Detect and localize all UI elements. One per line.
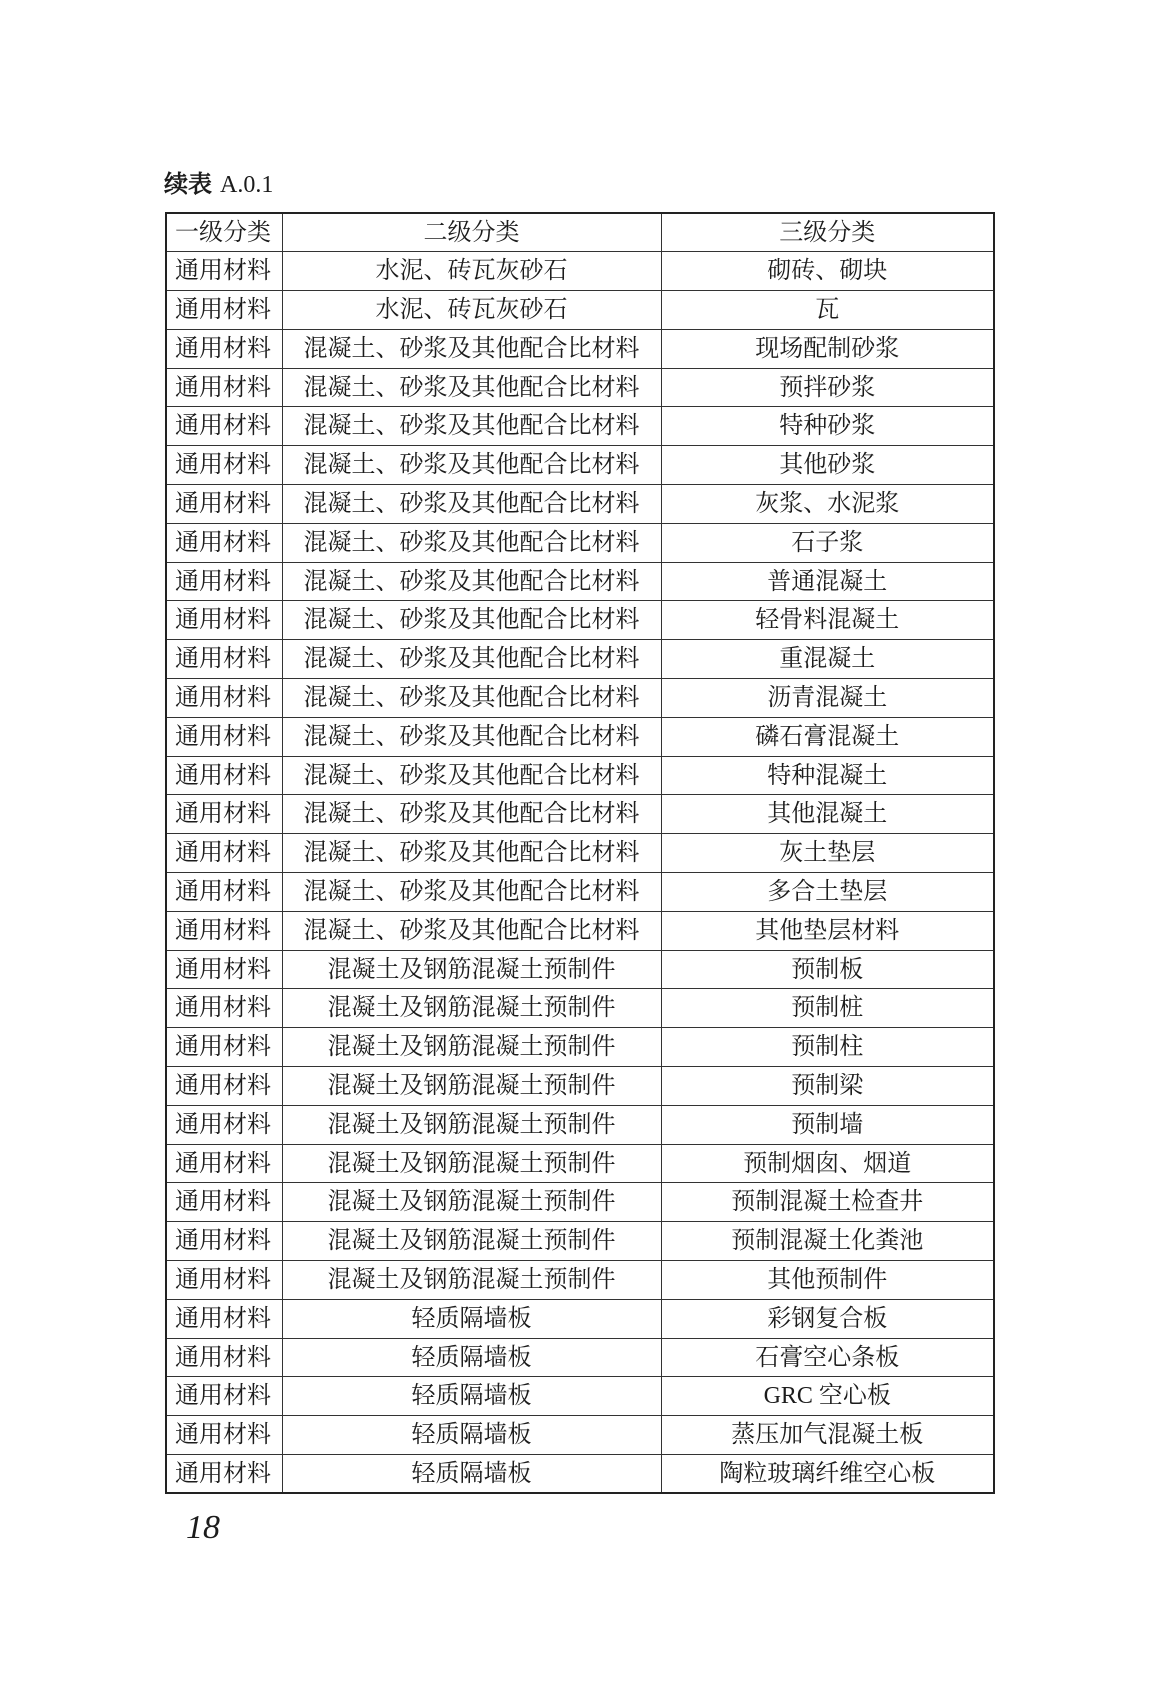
table-row bbox=[166, 1455, 994, 1494]
cell-primary-category: 通用材料 bbox=[166, 1222, 282, 1261]
cell-secondary-category: 混凝土、砂浆及其他配合比材料 bbox=[282, 368, 661, 407]
table-row bbox=[166, 1338, 994, 1377]
table-row bbox=[166, 252, 994, 291]
cell-tertiary-category: 瓦 bbox=[661, 291, 994, 330]
classification-table bbox=[165, 212, 995, 1494]
table-row bbox=[166, 640, 994, 679]
cell-tertiary-category: 预制混凝土化粪池 bbox=[661, 1222, 994, 1261]
cell-tertiary-category: 现场配制砂浆 bbox=[661, 329, 994, 368]
table-row bbox=[166, 291, 994, 330]
table-header-row bbox=[166, 213, 994, 252]
table-row bbox=[166, 368, 994, 407]
cell-primary-category: 通用材料 bbox=[166, 950, 282, 989]
cell-secondary-category: 混凝土、砂浆及其他配合比材料 bbox=[282, 717, 661, 756]
cell-primary-category: 通用材料 bbox=[166, 1105, 282, 1144]
cell-tertiary-category: 灰浆、水泥浆 bbox=[661, 485, 994, 524]
table-row bbox=[166, 1416, 994, 1455]
table-caption bbox=[164, 168, 273, 201]
table-row bbox=[166, 1299, 994, 1338]
cell-primary-category: 通用材料 bbox=[166, 485, 282, 524]
cell-secondary-category: 混凝土、砂浆及其他配合比材料 bbox=[282, 679, 661, 718]
table-caption-label: 续表 bbox=[164, 170, 212, 198]
cell-tertiary-category: 蒸压加气混凝土板 bbox=[661, 1416, 994, 1455]
cell-tertiary-category: 预制墙 bbox=[661, 1105, 994, 1144]
cell-secondary-category: 混凝土、砂浆及其他配合比材料 bbox=[282, 795, 661, 834]
cell-primary-category: 通用材料 bbox=[166, 1416, 282, 1455]
cell-tertiary-category: 多合土垫层 bbox=[661, 873, 994, 912]
cell-tertiary-category: 轻骨料混凝土 bbox=[661, 601, 994, 640]
cell-primary-category: 通用材料 bbox=[166, 562, 282, 601]
cell-secondary-category: 混凝土、砂浆及其他配合比材料 bbox=[282, 562, 661, 601]
cell-primary-category: 通用材料 bbox=[166, 1261, 282, 1300]
cell-primary-category: 通用材料 bbox=[166, 756, 282, 795]
table-row bbox=[166, 679, 994, 718]
cell-secondary-category: 轻质隔墙板 bbox=[282, 1338, 661, 1377]
table-row bbox=[166, 485, 994, 524]
cell-primary-category: 通用材料 bbox=[166, 368, 282, 407]
cell-primary-category: 通用材料 bbox=[166, 1299, 282, 1338]
header-primary-category: 一级分类 bbox=[166, 213, 282, 252]
cell-primary-category: 通用材料 bbox=[166, 1028, 282, 1067]
cell-secondary-category: 水泥、砖瓦灰砂石 bbox=[282, 291, 661, 330]
table-row bbox=[166, 1028, 994, 1067]
table-row bbox=[166, 1261, 994, 1300]
cell-secondary-category: 混凝土、砂浆及其他配合比材料 bbox=[282, 407, 661, 446]
cell-secondary-category: 轻质隔墙板 bbox=[282, 1455, 661, 1494]
cell-secondary-category: 轻质隔墙板 bbox=[282, 1299, 661, 1338]
cell-tertiary-category: 其他预制件 bbox=[661, 1261, 994, 1300]
cell-tertiary-category: 预制桩 bbox=[661, 989, 994, 1028]
cell-secondary-category: 混凝土、砂浆及其他配合比材料 bbox=[282, 485, 661, 524]
cell-primary-category: 通用材料 bbox=[166, 252, 282, 291]
cell-tertiary-category: 沥青混凝土 bbox=[661, 679, 994, 718]
cell-primary-category: 通用材料 bbox=[166, 795, 282, 834]
table-row bbox=[166, 950, 994, 989]
table-row bbox=[166, 1222, 994, 1261]
cell-tertiary-category: 预制梁 bbox=[661, 1067, 994, 1106]
cell-tertiary-category: 彩钢复合板 bbox=[661, 1299, 994, 1338]
table-row bbox=[166, 1105, 994, 1144]
cell-secondary-category: 混凝土及钢筋混凝土预制件 bbox=[282, 1028, 661, 1067]
table-row bbox=[166, 523, 994, 562]
cell-secondary-category: 混凝土、砂浆及其他配合比材料 bbox=[282, 446, 661, 485]
cell-primary-category: 通用材料 bbox=[166, 601, 282, 640]
cell-secondary-category: 混凝土及钢筋混凝土预制件 bbox=[282, 1105, 661, 1144]
cell-secondary-category: 混凝土及钢筋混凝土预制件 bbox=[282, 1067, 661, 1106]
cell-tertiary-category: 预制柱 bbox=[661, 1028, 994, 1067]
cell-secondary-category: 混凝土、砂浆及其他配合比材料 bbox=[282, 756, 661, 795]
cell-tertiary-category: 灰土垫层 bbox=[661, 834, 994, 873]
table-row bbox=[166, 717, 994, 756]
table-row bbox=[166, 1377, 994, 1416]
table-row bbox=[166, 1067, 994, 1106]
cell-primary-category: 通用材料 bbox=[166, 873, 282, 912]
cell-primary-category: 通用材料 bbox=[166, 1455, 282, 1494]
cell-primary-category: 通用材料 bbox=[166, 329, 282, 368]
cell-secondary-category: 混凝土、砂浆及其他配合比材料 bbox=[282, 911, 661, 950]
table-row bbox=[166, 873, 994, 912]
cell-primary-category: 通用材料 bbox=[166, 1338, 282, 1377]
table-row bbox=[166, 756, 994, 795]
cell-primary-category: 通用材料 bbox=[166, 679, 282, 718]
cell-tertiary-category: 磷石膏混凝土 bbox=[661, 717, 994, 756]
cell-primary-category: 通用材料 bbox=[166, 1377, 282, 1416]
cell-secondary-category: 混凝土及钢筋混凝土预制件 bbox=[282, 950, 661, 989]
table-row bbox=[166, 446, 994, 485]
cell-tertiary-category: 特种混凝土 bbox=[661, 756, 994, 795]
header-secondary-category: 二级分类 bbox=[282, 213, 661, 252]
cell-primary-category: 通用材料 bbox=[166, 911, 282, 950]
cell-primary-category: 通用材料 bbox=[166, 1183, 282, 1222]
cell-primary-category: 通用材料 bbox=[166, 1144, 282, 1183]
cell-secondary-category: 混凝土及钢筋混凝土预制件 bbox=[282, 1261, 661, 1300]
cell-primary-category: 通用材料 bbox=[166, 834, 282, 873]
cell-tertiary-category: 石子浆 bbox=[661, 523, 994, 562]
cell-secondary-category: 混凝土及钢筋混凝土预制件 bbox=[282, 989, 661, 1028]
cell-primary-category: 通用材料 bbox=[166, 989, 282, 1028]
cell-tertiary-category: 预制烟囱、烟道 bbox=[661, 1144, 994, 1183]
cell-primary-category: 通用材料 bbox=[166, 717, 282, 756]
cell-secondary-category: 混凝土、砂浆及其他配合比材料 bbox=[282, 873, 661, 912]
cell-secondary-category: 混凝土及钢筋混凝土预制件 bbox=[282, 1144, 661, 1183]
cell-tertiary-category: 其他砂浆 bbox=[661, 446, 994, 485]
cell-secondary-category: 轻质隔墙板 bbox=[282, 1377, 661, 1416]
header-tertiary-category: 三级分类 bbox=[661, 213, 994, 252]
table-row bbox=[166, 989, 994, 1028]
table-row bbox=[166, 1144, 994, 1183]
cell-secondary-category: 混凝土、砂浆及其他配合比材料 bbox=[282, 523, 661, 562]
page-number: 18 bbox=[186, 1509, 220, 1546]
table-row bbox=[166, 562, 994, 601]
cell-primary-category: 通用材料 bbox=[166, 407, 282, 446]
cell-tertiary-category: 其他垫层材料 bbox=[661, 911, 994, 950]
cell-secondary-category: 混凝土、砂浆及其他配合比材料 bbox=[282, 601, 661, 640]
cell-secondary-category: 混凝土及钢筋混凝土预制件 bbox=[282, 1183, 661, 1222]
cell-tertiary-category: 预制板 bbox=[661, 950, 994, 989]
cell-secondary-category: 混凝土、砂浆及其他配合比材料 bbox=[282, 834, 661, 873]
cell-tertiary-category: 预拌砂浆 bbox=[661, 368, 994, 407]
table-row bbox=[166, 1183, 994, 1222]
table-row bbox=[166, 601, 994, 640]
table-caption-number: A.0.1 bbox=[220, 172, 274, 198]
cell-tertiary-category: 重混凝土 bbox=[661, 640, 994, 679]
cell-primary-category: 通用材料 bbox=[166, 1067, 282, 1106]
table-row bbox=[166, 834, 994, 873]
table-row bbox=[166, 795, 994, 834]
cell-primary-category: 通用材料 bbox=[166, 291, 282, 330]
cell-tertiary-category: 普通混凝土 bbox=[661, 562, 994, 601]
cell-secondary-category: 混凝土及钢筋混凝土预制件 bbox=[282, 1222, 661, 1261]
table-row bbox=[166, 329, 994, 368]
cell-secondary-category: 水泥、砖瓦灰砂石 bbox=[282, 252, 661, 291]
table-row bbox=[166, 407, 994, 446]
cell-primary-category: 通用材料 bbox=[166, 640, 282, 679]
cell-tertiary-category: 特种砂浆 bbox=[661, 407, 994, 446]
cell-secondary-category: 轻质隔墙板 bbox=[282, 1416, 661, 1455]
cell-tertiary-category: 陶粒玻璃纤维空心板 bbox=[661, 1455, 994, 1494]
cell-tertiary-category: GRC 空心板 bbox=[661, 1377, 994, 1416]
table-row bbox=[166, 911, 994, 950]
cell-tertiary-category: 预制混凝土检查井 bbox=[661, 1183, 994, 1222]
cell-tertiary-category: 砌砖、砌块 bbox=[661, 252, 994, 291]
cell-secondary-category: 混凝土、砂浆及其他配合比材料 bbox=[282, 329, 661, 368]
cell-tertiary-category: 石膏空心条板 bbox=[661, 1338, 994, 1377]
cell-primary-category: 通用材料 bbox=[166, 523, 282, 562]
cell-primary-category: 通用材料 bbox=[166, 446, 282, 485]
cell-secondary-category: 混凝土、砂浆及其他配合比材料 bbox=[282, 640, 661, 679]
cell-tertiary-category: 其他混凝土 bbox=[661, 795, 994, 834]
